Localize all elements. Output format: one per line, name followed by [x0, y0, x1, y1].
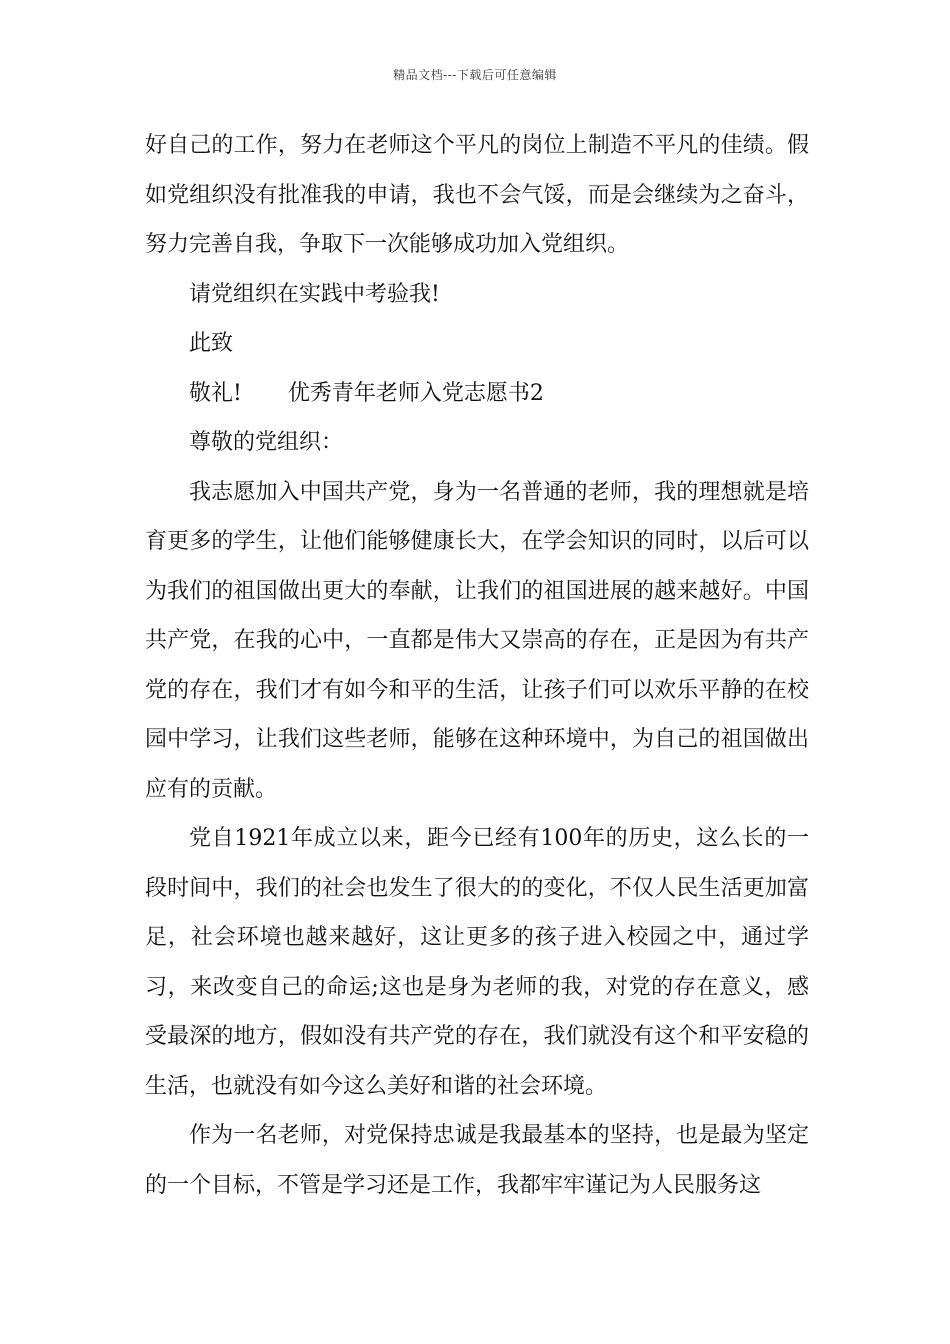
paragraph-salute-and-title — [145, 369, 809, 419]
salute-text: 敬礼! — [189, 380, 242, 406]
paragraph-closing: 此致 — [189, 331, 234, 356]
paragraph-body-1: 我志愿加入中国共产党，身为一名普通的老师，我的理想就是培育更多的学生，让他们能够健康长大，在学会知识的同时，以后可以为我们的祖国做出更大的奉献，让我们的祖国进展的越来越好。中国共产党，在我的心中，一直都是伟大又崇高的存在，正是因为有共产党的存在，我们才有如今和平的生活，让孩子们可以欢乐平静的在校园中学习，让我们这些老师，能够在这种环境中，为自己的祖国做出应有的贡献。 — [145, 479, 809, 802]
paragraph-continuation: 好自己的工作，努力在老师这个平凡的岗位上制造不平凡的佳绩。假如党组织没有批准我的申请，我也不会气馁，而是会继续为之奋斗，努力完善自我，争取下一次能够成功加入党组织。 — [145, 133, 809, 257]
page-header: 精品文档---下载后可任意编辑 — [393, 68, 557, 82]
paragraph-greeting: 尊敬的党组织： — [189, 430, 344, 455]
document-body — [145, 121, 809, 1210]
paragraph-request: 请党组织在实践中考验我! — [189, 281, 440, 307]
section-title: 优秀青年老师入党志愿书2 — [287, 380, 544, 406]
paragraph-body-2: 党自1921年成立以来，距今已经有100年的历史，这么长的一段时间中，我们的社会也发生了很大的的变化，不仅人民生活更加富足，社会环境也越来越好，这让更多的孩子进入校园之中，通过学习，来改变自己的命运;这也是身为老师的我，对党的存在意义，感受最深的地方，假如没有共产党的存在，我们就没有这个和平安稳的生活，也就没有如今这么美好和谐的社会环境。 — [145, 826, 809, 1099]
paragraph-body-3: 作为一名老师，对党保持忠诚是我最基本的坚持，也是最为坚定的一个目标，不管是学习还是工作，我都牢牢谨记为人民服务这 — [145, 1123, 809, 1198]
